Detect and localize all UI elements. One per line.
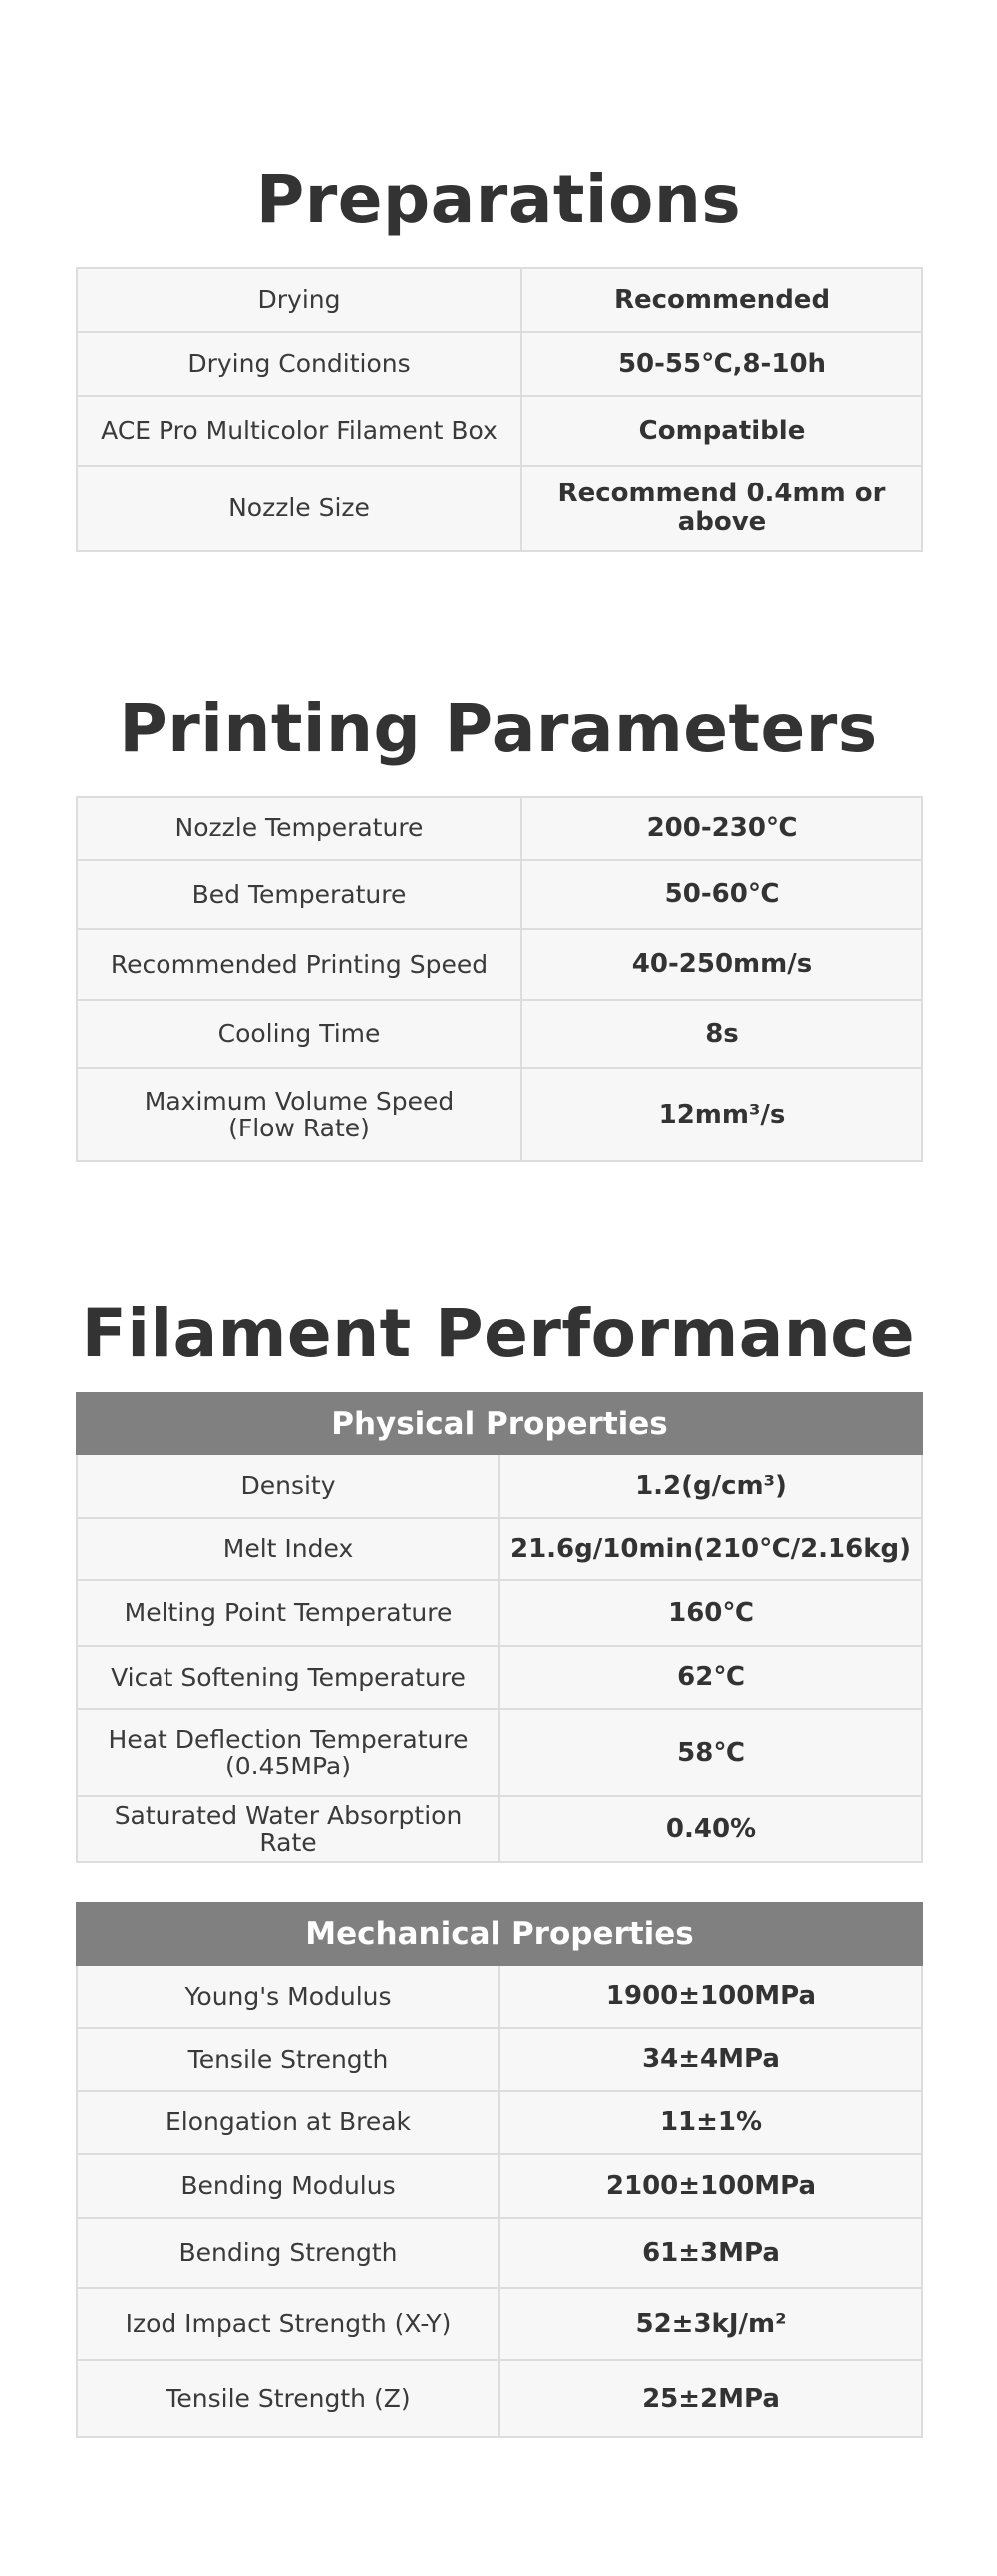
table-row [77, 1518, 922, 1580]
table-row [77, 2091, 922, 2154]
spec-value: 1.2(g/cm³) [499, 1454, 922, 1518]
spec-label: Tensile Strength (Z) [77, 2360, 499, 2437]
table-row [77, 1709, 922, 1796]
spec-label: Young's Modulus [77, 1965, 499, 2028]
spec-label: Saturated Water Absorption Rate [77, 1796, 499, 1862]
spec-label: Density [77, 1454, 499, 1518]
table-row [77, 2218, 922, 2288]
spec-label: Nozzle Temperature [77, 797, 521, 860]
spec-value: 200-230℃ [521, 797, 922, 860]
spec-label: ACE Pro Multicolor Filament Box [77, 396, 521, 466]
spec-value: 0.40% [499, 1796, 922, 1862]
table-row [77, 332, 922, 396]
spec-label: Vicat Softening Temperature [77, 1646, 499, 1709]
table-header-row [77, 1903, 922, 1965]
spec-value: 160℃ [499, 1580, 922, 1646]
spec-label: Elongation at Break [77, 2091, 499, 2154]
table-row [77, 268, 922, 332]
spec-label: Melting Point Temperature [77, 1580, 499, 1646]
spec-value: 21.6g/10min(210℃/2.16kg) [499, 1518, 922, 1580]
spec-label-main: Heat Deflection Temperature [108, 1724, 469, 1754]
spec-label [77, 1068, 521, 1161]
spec-label [77, 1709, 499, 1796]
spec-label: Tensile Strength [77, 2028, 499, 2091]
table-row [77, 1796, 922, 1862]
spec-label: Drying Conditions [77, 332, 521, 396]
spec-label: Bed Temperature [77, 860, 521, 929]
physical-properties-header: Physical Properties [77, 1393, 922, 1454]
spec-value: 8s [521, 1000, 922, 1068]
spec-value: 1900±100MPa [499, 1965, 922, 2028]
table-row [77, 1580, 922, 1646]
spec-value: 58℃ [499, 1709, 922, 1796]
physical-properties-table [76, 1392, 923, 1863]
table-header-row [77, 1393, 922, 1454]
table-row [77, 1068, 922, 1161]
spec-value: 50-55℃,8-10h [521, 332, 922, 396]
spec-value: 25±2MPa [499, 2360, 922, 2437]
spec-value: 2100±100MPa [499, 2154, 922, 2218]
preparations-table [76, 267, 923, 552]
printing-parameters-table [76, 796, 923, 1162]
spec-value: 34±4MPa [499, 2028, 922, 2091]
table-row [77, 1000, 922, 1068]
spec-value: 50-60℃ [521, 860, 922, 929]
table-row [77, 929, 922, 1000]
spec-value: Recommended [521, 268, 922, 332]
spec-label: Bending Strength [77, 2218, 499, 2288]
spec-label-sub: (Flow Rate) [228, 1114, 370, 1142]
mechanical-properties-header: Mechanical Properties [77, 1903, 922, 1965]
spec-label: Nozzle Size [77, 466, 521, 551]
table-row [77, 1454, 922, 1518]
printing-parameters-title: Printing Parameters [119, 690, 878, 767]
spec-value: 52±3kJ/m² [499, 2288, 922, 2360]
spec-label: Cooling Time [77, 1000, 521, 1068]
table-row [77, 860, 922, 929]
spec-value: 40-250mm/s [521, 929, 922, 1000]
table-row [77, 2154, 922, 2218]
spec-value: 62℃ [499, 1646, 922, 1709]
table-row [77, 2028, 922, 2091]
spec-label: Izod Impact Strength (X-Y) [77, 2288, 499, 2360]
spec-label: Bending Modulus [77, 2154, 499, 2218]
spec-label: Melt Index [77, 1518, 499, 1580]
table-row [77, 797, 922, 860]
spec-value: Compatible [521, 396, 922, 466]
spec-label-main: Maximum Volume Speed [144, 1086, 455, 1116]
spec-value: 61±3MPa [499, 2218, 922, 2288]
spec-label: Drying [77, 268, 521, 332]
table-row [77, 1965, 922, 2028]
table-row [77, 466, 922, 551]
spec-label-sub: (0.45MPa) [224, 1752, 351, 1780]
mechanical-properties-table [76, 1902, 923, 2438]
table-row [77, 2360, 922, 2437]
preparations-title: Preparations [255, 161, 742, 238]
table-row [77, 1646, 922, 1709]
spec-label: Recommended Printing Speed [77, 929, 521, 1000]
spec-value: 12mm³/s [521, 1068, 922, 1161]
filament-performance-title: Filament Performance [81, 1295, 916, 1372]
spec-value: 11±1% [499, 2091, 922, 2154]
table-row [77, 396, 922, 466]
spec-value: Recommend 0.4mm or above [521, 466, 922, 551]
table-row [77, 2288, 922, 2360]
